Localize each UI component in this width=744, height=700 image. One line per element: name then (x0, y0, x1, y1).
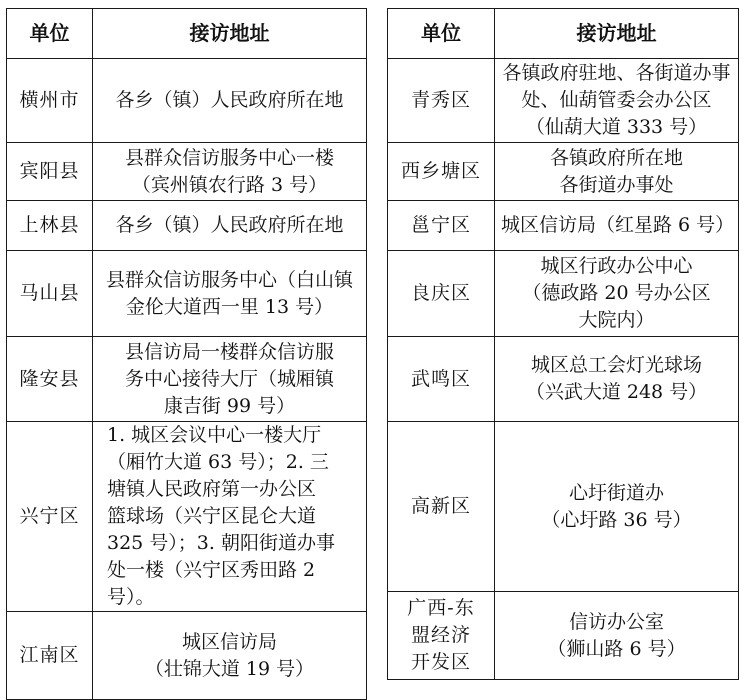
header-unit: 单位 (388, 9, 495, 59)
address-cell (93, 612, 367, 700)
address-line: 城区信访局 (181, 630, 277, 653)
unit-cell (7, 337, 93, 422)
address-line: 篮球场（兴宁区昆仑大道 (107, 505, 317, 527)
unit-cell (7, 201, 93, 251)
unit-cell (7, 612, 93, 700)
unit-name: 西乡塘区 (400, 160, 481, 182)
address-cell (495, 143, 739, 201)
address-cell (93, 59, 367, 143)
table-row (7, 143, 367, 201)
address-line: 大院内） (578, 309, 655, 331)
table-row (388, 143, 739, 201)
address-cell (93, 422, 367, 612)
address-cell (495, 201, 739, 251)
table-row (7, 337, 367, 422)
address-line: 各街道办事处 (559, 173, 674, 196)
address-line: 城区总工会灯光球场 (530, 354, 702, 376)
address-line: 号）。 (107, 586, 155, 608)
table-row (7, 59, 367, 143)
address-cell (495, 592, 739, 680)
address-line: （仙葫大道 333 号） (525, 116, 708, 138)
address-line: 金伦大道西一里 13 号） (125, 295, 334, 318)
left-table (6, 8, 367, 700)
address-line: （狮山路 6 号） (547, 637, 686, 660)
address-cell (495, 59, 739, 143)
address-line: （壮锦大道 19 号） (144, 657, 315, 680)
address-line: 康吉街 99 号） (163, 394, 296, 417)
unit-name: 兴宁区 (19, 505, 80, 527)
address-cell (93, 251, 367, 337)
address-line: 各镇政府所在地 (549, 146, 683, 169)
cropped-previous-text (0, 0, 744, 8)
address-line: 塘镇人民政府第一办公区 (107, 478, 317, 500)
unit-name: 马山县 (19, 282, 80, 304)
address-cell (93, 337, 367, 422)
unit-name: 高新区 (410, 495, 471, 517)
unit-cell (7, 422, 93, 612)
address-cell (495, 251, 739, 337)
address-cell (93, 143, 367, 201)
unit-name: 开发区 (410, 651, 471, 673)
table-row (388, 201, 739, 251)
unit-cell (7, 59, 93, 143)
unit-name: 良庆区 (410, 282, 471, 304)
table-row (388, 59, 739, 143)
unit-cell (7, 143, 93, 201)
table-row (7, 612, 367, 700)
unit-name: 广西-东 (407, 597, 475, 619)
address-line: 城区信访局（红星路 6 号） (501, 214, 735, 236)
unit-name: 横州市 (19, 89, 80, 111)
unit-name: 上林县 (19, 214, 80, 236)
address-line: （兴武大道 248 号） (525, 381, 708, 403)
unit-cell (388, 143, 495, 201)
table-row (388, 592, 739, 680)
address-line: 325 号）；3. 朝阳街道办事 (107, 532, 335, 554)
unit-cell (388, 59, 495, 143)
table-row (7, 251, 367, 337)
address-line: 处一楼（兴宁区秀田路 2 (107, 559, 316, 581)
address-line: 县信访局一楼群众信访服 (124, 340, 334, 363)
left-body (7, 59, 367, 700)
address-line: 县群众信访服务中心一楼 (124, 146, 334, 169)
table-row (388, 422, 739, 592)
unit-cell (388, 592, 495, 680)
unit-name: 宾阳县 (19, 160, 80, 182)
header-row (388, 9, 739, 59)
header-unit: 单位 (7, 9, 93, 59)
table-row (388, 337, 739, 422)
address-line: （德政路 20 号办公区 (522, 282, 711, 304)
table-row (7, 422, 367, 612)
address-line: 各镇政府驻地、各街道办事 (502, 62, 731, 84)
right-table (387, 8, 739, 680)
unit-cell (388, 201, 495, 251)
address-line: （厢竹大道 63 号）；2. 三 (107, 451, 329, 473)
unit-name: 隆安县 (19, 367, 80, 390)
header-row (7, 9, 367, 59)
address-line: 心圩街道办 (568, 481, 664, 504)
unit-cell (388, 422, 495, 592)
address-cell (495, 422, 739, 592)
table-row (388, 251, 739, 337)
unit-name: 盟经济 (410, 624, 471, 646)
address-line: 县群众信访服务中心（白山镇 (105, 268, 353, 291)
address-line: 各乡（镇）人民政府所在地 (115, 89, 344, 111)
address-cell (495, 337, 739, 422)
address-line: 务中心接待大厅（城厢镇 (124, 367, 334, 390)
header-address: 接访地址 (495, 9, 739, 59)
address-line: 各乡（镇）人民政府所在地 (115, 214, 344, 236)
header-address: 接访地址 (93, 9, 367, 59)
address-cell (93, 201, 367, 251)
unit-name: 江南区 (19, 644, 80, 666)
address-line: （宾州镇农行路 3 号） (131, 173, 328, 196)
right-body (388, 59, 739, 680)
address-line: 1. 城区会议中心一楼大厅 (107, 424, 322, 446)
unit-name: 邕宁区 (410, 214, 471, 236)
address-line: 城区行政办公中心 (540, 255, 693, 277)
unit-cell (388, 251, 495, 337)
unit-cell (388, 337, 495, 422)
address-line: （心圩路 36 号） (541, 508, 692, 531)
unit-cell (7, 251, 93, 337)
unit-name: 青秀区 (410, 89, 471, 111)
table-row (7, 201, 367, 251)
unit-name: 武鸣区 (410, 367, 471, 390)
address-line: 处、仙葫管委会办公区 (521, 89, 712, 111)
address-line: 信访办公室 (568, 610, 664, 633)
